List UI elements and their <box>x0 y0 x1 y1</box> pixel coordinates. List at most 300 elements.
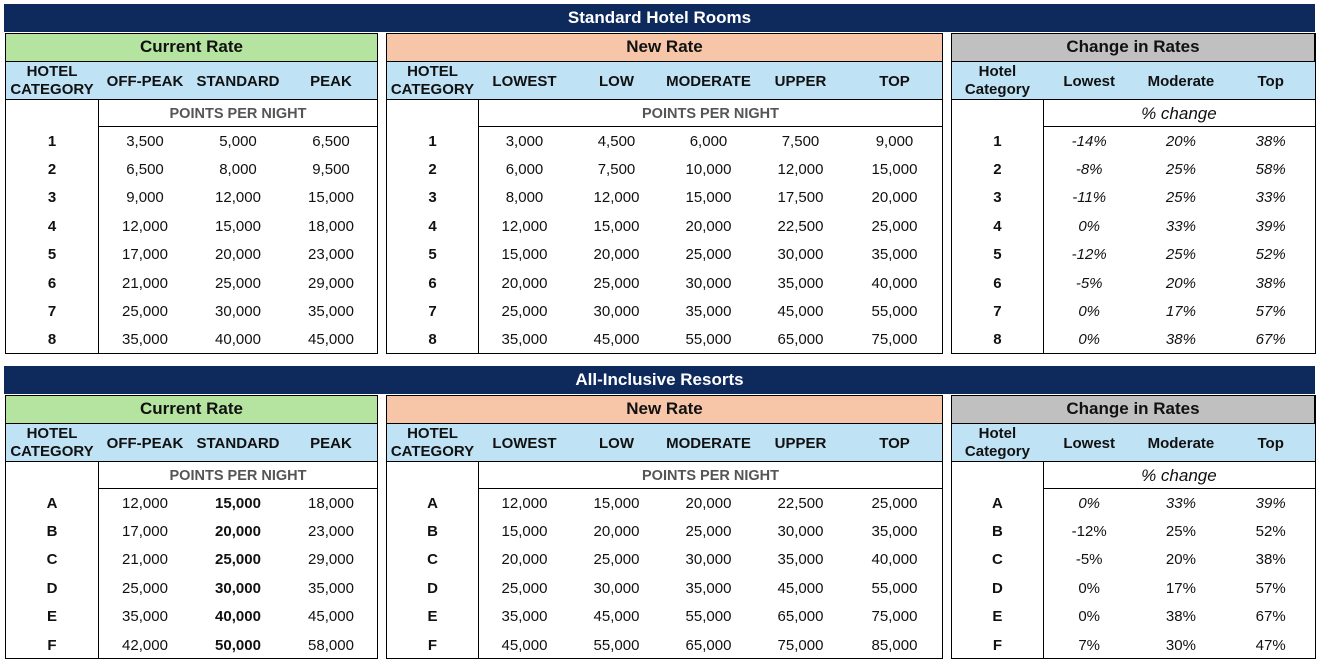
value-cell: 15,000 <box>501 523 548 541</box>
value-cell: 30,000 <box>685 274 732 292</box>
value-cell: 15,000 <box>215 217 261 235</box>
value-cell: 33% <box>1255 189 1286 207</box>
value-cell: 17,000 <box>122 523 168 541</box>
header-divider <box>951 99 1315 100</box>
column-header: Top <box>1227 62 1315 101</box>
value-cell: -14% <box>1071 132 1107 150</box>
value-cell: 15,000 <box>593 217 640 235</box>
table-row <box>6 297 378 325</box>
value-cell: 45,000 <box>308 331 354 349</box>
points-per-night-label: POINTS PER NIGHT <box>169 105 307 122</box>
value-cell: 17,000 <box>122 246 168 264</box>
value-cell: 38% <box>1165 331 1196 349</box>
column-header: MODERATE <box>663 424 755 463</box>
label-divider <box>98 488 377 489</box>
change-block-title: Change in Rates <box>952 33 1315 62</box>
value-cell: 40,000 <box>871 274 918 292</box>
value-cell: 45,000 <box>593 331 640 349</box>
table-row <box>6 574 378 602</box>
category-cell: F <box>47 636 57 654</box>
value-cell: 25,000 <box>871 217 918 235</box>
value-cell: 40,000 <box>871 551 918 569</box>
category-cell: A <box>427 494 438 512</box>
category-cell: 5 <box>47 246 57 264</box>
table-row <box>952 297 1315 325</box>
value-cell: 65,000 <box>777 608 824 626</box>
section-1 <box>4 4 1315 362</box>
value-cell: 0% <box>1078 579 1101 597</box>
table-row <box>6 603 378 631</box>
value-cell: 15,000 <box>308 189 354 207</box>
value-cell: 35,000 <box>308 579 354 597</box>
category-cell: B <box>427 523 438 541</box>
value-cell: 40,000 <box>215 608 261 626</box>
value-cell: 0% <box>1078 303 1101 321</box>
column-header: Lowest <box>1043 424 1135 463</box>
value-cell: 30,000 <box>777 246 824 264</box>
category-cell: 5 <box>993 246 1002 264</box>
value-cell: 45,000 <box>777 579 824 597</box>
value-cell: 18,000 <box>308 494 354 512</box>
value-cell: 21,000 <box>122 551 168 569</box>
value-cell: 20,000 <box>871 189 918 207</box>
table-row <box>952 269 1315 297</box>
category-cell: E <box>46 608 57 626</box>
points-per-night-label: POINTS PER NIGHT <box>169 467 307 484</box>
category-divider <box>478 99 479 353</box>
category-cell: B <box>991 523 1003 541</box>
value-cell: 45,000 <box>501 636 548 654</box>
value-cell: 9,500 <box>312 161 350 179</box>
blank-cell <box>6 462 99 489</box>
blank-cell <box>952 462 1044 489</box>
value-cell: 25,000 <box>215 274 261 292</box>
value-cell: 75,000 <box>777 636 824 654</box>
value-cell: 39% <box>1255 494 1286 512</box>
category-cell: D <box>427 579 438 597</box>
header-divider <box>386 461 942 462</box>
blank-cell <box>387 462 479 489</box>
value-cell: 30,000 <box>215 579 261 597</box>
category-cell: D <box>991 579 1003 597</box>
column-header: OFF-PEAK <box>99 62 192 101</box>
value-cell: 12,000 <box>215 189 261 207</box>
value-cell: 25,000 <box>501 303 548 321</box>
value-cell: 12,000 <box>593 189 640 207</box>
column-header: STANDARD <box>192 424 285 463</box>
column-header: TOP <box>847 62 943 101</box>
column-header: Top <box>1227 424 1315 463</box>
table-row <box>387 269 943 297</box>
value-cell: 12,000 <box>122 217 168 235</box>
value-cell: 67% <box>1255 608 1286 626</box>
value-cell: 57% <box>1255 579 1286 597</box>
column-header: MODERATE <box>663 62 755 101</box>
column-header: Moderate <box>1135 424 1227 463</box>
category-cell: 6 <box>993 274 1002 292</box>
value-cell: 8,000 <box>219 161 257 179</box>
percent-change-label: % change <box>1141 465 1217 485</box>
value-cell: 45,000 <box>593 608 640 626</box>
category-cell: 1 <box>428 132 437 150</box>
value-cell: 25,000 <box>501 579 548 597</box>
column-header: STANDARD <box>192 62 285 101</box>
value-cell: 23,000 <box>308 523 354 541</box>
value-cell: 6,500 <box>126 161 164 179</box>
value-cell: 4,500 <box>597 132 636 150</box>
change-block-title: Change in Rates <box>952 395 1315 424</box>
category-cell: 7 <box>993 303 1002 321</box>
value-cell: 25,000 <box>685 523 732 541</box>
category-cell: 5 <box>428 246 437 264</box>
value-cell: 35,000 <box>308 303 354 321</box>
category-cell: F <box>992 636 1002 654</box>
category-divider <box>1043 99 1044 353</box>
value-cell: 15,000 <box>501 246 548 264</box>
table-row <box>6 326 378 354</box>
value-cell: 25% <box>1165 523 1196 541</box>
value-cell: 33% <box>1165 494 1196 512</box>
value-cell: 21,000 <box>122 274 168 292</box>
value-cell: -5% <box>1075 551 1103 569</box>
label-divider <box>478 126 942 127</box>
column-header: UPPER <box>755 424 847 463</box>
value-cell: 45,000 <box>308 608 354 626</box>
value-cell: 7% <box>1078 636 1101 654</box>
value-cell: -8% <box>1075 161 1103 179</box>
change-rate-table <box>951 395 1315 659</box>
value-cell: 52% <box>1255 523 1286 541</box>
table-row <box>6 127 378 155</box>
value-cell: 30,000 <box>593 303 640 321</box>
value-cell: 67% <box>1255 331 1286 349</box>
value-cell: 20,000 <box>685 217 732 235</box>
value-cell: 25,000 <box>593 274 640 292</box>
table-row <box>387 184 943 212</box>
value-cell: 20,000 <box>215 523 261 541</box>
value-cell: 45,000 <box>777 303 824 321</box>
value-cell: 20,000 <box>685 494 732 512</box>
category-cell: 3 <box>993 189 1002 207</box>
value-cell: 39% <box>1255 217 1286 235</box>
category-cell: 7 <box>428 303 437 321</box>
value-cell: 17% <box>1165 579 1196 597</box>
current-rate-table <box>5 33 378 354</box>
category-cell: E <box>427 608 438 626</box>
value-cell: 5,000 <box>219 132 257 150</box>
category-divider <box>98 461 99 658</box>
table-row <box>387 489 943 517</box>
value-cell: 25,000 <box>122 579 168 597</box>
table-row <box>387 631 943 659</box>
category-column-header: Hotel Category <box>952 424 1044 463</box>
value-cell: 35,000 <box>122 608 168 626</box>
column-header: Moderate <box>1135 62 1227 101</box>
new-rate-table <box>386 395 943 659</box>
value-cell: 0% <box>1078 494 1101 512</box>
value-cell: 3,500 <box>126 132 164 150</box>
value-cell: 42,000 <box>122 636 168 654</box>
value-cell: -12% <box>1071 523 1107 541</box>
category-column-header: HOTEL CATEGORY <box>387 424 479 463</box>
value-cell: 15,000 <box>685 189 732 207</box>
value-cell: 52% <box>1255 246 1286 264</box>
category-column-header: HOTEL CATEGORY <box>6 424 99 463</box>
value-cell: 20,000 <box>215 246 261 264</box>
table-row <box>952 212 1315 240</box>
table-row <box>952 546 1315 574</box>
value-cell: 35,000 <box>501 331 548 349</box>
value-cell: 55,000 <box>685 608 732 626</box>
value-cell: -11% <box>1072 189 1107 207</box>
category-cell: A <box>991 494 1003 512</box>
header-divider <box>386 99 942 100</box>
value-cell: 55,000 <box>871 579 918 597</box>
blank-cell <box>6 100 99 127</box>
value-cell: 20,000 <box>593 523 640 541</box>
value-cell: 12,000 <box>122 494 168 512</box>
header-divider <box>5 99 377 100</box>
value-cell: 12,000 <box>501 217 548 235</box>
value-cell: 0% <box>1078 217 1101 235</box>
value-cell: 20,000 <box>501 551 548 569</box>
value-cell: 15,000 <box>593 494 640 512</box>
value-cell: 23,000 <box>308 246 354 264</box>
value-cell: 35,000 <box>122 331 168 349</box>
value-cell: 25% <box>1165 246 1196 264</box>
category-divider <box>478 461 479 658</box>
column-header: PEAK <box>285 62 378 101</box>
value-cell: -12% <box>1071 246 1107 264</box>
value-cell: 9,000 <box>126 189 164 207</box>
value-cell: 18,000 <box>308 217 354 235</box>
value-cell: 38% <box>1165 608 1196 626</box>
category-cell: 2 <box>428 161 437 179</box>
value-cell: 20,000 <box>593 246 640 264</box>
category-cell: D <box>46 579 58 597</box>
value-cell: 58,000 <box>308 636 354 654</box>
value-cell: 85,000 <box>871 636 918 654</box>
value-cell: 17% <box>1165 303 1196 321</box>
current-block-title: Current Rate <box>6 33 378 62</box>
value-cell: 35,000 <box>871 246 918 264</box>
value-cell: 55,000 <box>593 636 640 654</box>
value-cell: 29,000 <box>308 551 354 569</box>
table-row <box>952 127 1315 155</box>
value-cell: -5% <box>1075 274 1103 292</box>
value-cell: 30,000 <box>685 551 732 569</box>
value-cell: 8,000 <box>505 189 544 207</box>
table-row <box>6 269 378 297</box>
table-row <box>952 489 1315 517</box>
new-block-title: New Rate <box>387 33 943 62</box>
value-cell: 25,000 <box>593 551 640 569</box>
table-row <box>387 155 943 183</box>
value-cell: 20% <box>1165 551 1196 569</box>
category-cell: 3 <box>428 189 437 207</box>
value-cell: 20% <box>1165 274 1196 292</box>
value-cell: 35,000 <box>501 608 548 626</box>
value-cell: 30% <box>1165 636 1196 654</box>
table-row <box>952 574 1315 602</box>
value-cell: 47% <box>1255 636 1286 654</box>
value-cell: 0% <box>1078 331 1101 349</box>
table-row <box>387 212 943 240</box>
category-cell: C <box>46 551 58 569</box>
value-cell: 35,000 <box>777 551 824 569</box>
value-cell: 55,000 <box>685 331 732 349</box>
category-cell: 1 <box>47 132 57 150</box>
label-divider <box>1043 126 1315 127</box>
table-row <box>952 603 1315 631</box>
value-cell: 25,000 <box>215 551 261 569</box>
label-divider <box>98 126 377 127</box>
category-cell: 2 <box>47 161 57 179</box>
value-cell: 35,000 <box>777 274 824 292</box>
value-cell: 25% <box>1165 189 1196 207</box>
value-cell: 25,000 <box>685 246 732 264</box>
category-cell: 6 <box>47 274 57 292</box>
table-row <box>952 631 1315 659</box>
table-row <box>387 127 943 155</box>
category-divider <box>98 99 99 353</box>
value-cell: 58% <box>1255 161 1286 179</box>
table-row <box>952 326 1315 354</box>
table-row <box>387 603 943 631</box>
value-cell: 35,000 <box>685 303 732 321</box>
table-row <box>952 155 1315 183</box>
value-cell: 57% <box>1255 303 1286 321</box>
value-cell: 65,000 <box>685 636 732 654</box>
category-divider <box>1043 461 1044 658</box>
percent-change-label: % change <box>1141 103 1217 123</box>
value-cell: 6,000 <box>505 161 544 179</box>
new-block-title: New Rate <box>387 395 943 424</box>
header-divider <box>951 461 1315 462</box>
value-cell: 55,000 <box>871 303 918 321</box>
value-cell: 20,000 <box>501 274 548 292</box>
category-cell: A <box>46 494 58 512</box>
value-cell: 30,000 <box>593 579 640 597</box>
column-header: TOP <box>847 424 943 463</box>
table-row <box>6 212 378 240</box>
column-header: UPPER <box>755 62 847 101</box>
points-per-night-label: POINTS PER NIGHT <box>642 105 779 122</box>
label-divider <box>478 488 942 489</box>
table-row <box>387 326 943 354</box>
column-header: PEAK <box>285 424 378 463</box>
value-cell: 35,000 <box>871 523 918 541</box>
table-row <box>387 297 943 325</box>
value-cell: 12,000 <box>501 494 548 512</box>
value-cell: 17,500 <box>777 189 824 207</box>
category-cell: 7 <box>47 303 57 321</box>
value-cell: 12,000 <box>777 161 824 179</box>
label-divider <box>1043 488 1315 489</box>
value-cell: 33% <box>1165 217 1196 235</box>
category-cell: 4 <box>993 217 1002 235</box>
table-row <box>952 517 1315 545</box>
category-cell: 6 <box>428 274 437 292</box>
table-row <box>6 155 378 183</box>
value-cell: 0% <box>1078 608 1101 626</box>
value-cell: 7,500 <box>597 161 636 179</box>
section-title: All-Inclusive Resorts <box>4 366 1315 394</box>
category-cell: F <box>427 636 438 654</box>
value-cell: 22,500 <box>777 494 824 512</box>
column-header: LOW <box>571 62 663 101</box>
column-header: LOWEST <box>479 62 571 101</box>
value-cell: 40,000 <box>215 331 261 349</box>
new-rate-table <box>386 33 943 354</box>
value-cell: 7,500 <box>781 132 820 150</box>
value-cell: 35,000 <box>685 579 732 597</box>
value-cell: 75,000 <box>871 608 918 626</box>
column-header: Lowest <box>1043 62 1135 101</box>
column-header: LOW <box>571 424 663 463</box>
category-cell: 8 <box>993 331 1002 349</box>
value-cell: 75,000 <box>871 331 918 349</box>
current-rate-table <box>5 395 378 659</box>
value-cell: 30,000 <box>777 523 824 541</box>
value-cell: 3,000 <box>505 132 544 150</box>
value-cell: 10,000 <box>685 161 732 179</box>
category-cell: 8 <box>47 331 57 349</box>
table-row <box>952 184 1315 212</box>
value-cell: 65,000 <box>777 331 824 349</box>
value-cell: 25,000 <box>871 494 918 512</box>
value-cell: 22,500 <box>777 217 824 235</box>
points-per-night-label: POINTS PER NIGHT <box>642 467 779 484</box>
value-cell: 38% <box>1255 551 1286 569</box>
header-divider <box>5 461 377 462</box>
category-column-header: HOTEL CATEGORY <box>387 62 479 101</box>
category-cell: 1 <box>993 132 1002 150</box>
table-row <box>6 517 378 545</box>
column-header: LOWEST <box>479 424 571 463</box>
value-cell: 6,500 <box>312 132 350 150</box>
table-row <box>6 631 378 659</box>
value-cell: 25,000 <box>122 303 168 321</box>
value-cell: 30,000 <box>215 303 261 321</box>
table-row <box>387 241 943 269</box>
category-cell: 4 <box>47 217 57 235</box>
value-cell: 38% <box>1255 132 1286 150</box>
category-column-header: Hotel Category <box>952 62 1044 101</box>
change-rate-table <box>951 33 1315 354</box>
table-row <box>6 489 378 517</box>
category-cell: 4 <box>428 217 437 235</box>
table-row <box>952 241 1315 269</box>
category-cell: C <box>991 551 1003 569</box>
value-cell: 29,000 <box>308 274 354 292</box>
value-cell: 50,000 <box>215 636 261 654</box>
table-row <box>387 546 943 574</box>
category-cell: B <box>46 523 58 541</box>
value-cell: 6,000 <box>689 132 728 150</box>
category-cell: 3 <box>47 189 57 207</box>
category-cell: 8 <box>428 331 437 349</box>
blank-cell <box>387 100 479 127</box>
table-row <box>6 184 378 212</box>
table-row <box>387 517 943 545</box>
table-row <box>6 546 378 574</box>
value-cell: 15,000 <box>871 161 918 179</box>
value-cell: 20% <box>1165 132 1196 150</box>
blank-cell <box>952 100 1044 127</box>
current-block-title: Current Rate <box>6 395 378 424</box>
value-cell: 9,000 <box>875 132 914 150</box>
